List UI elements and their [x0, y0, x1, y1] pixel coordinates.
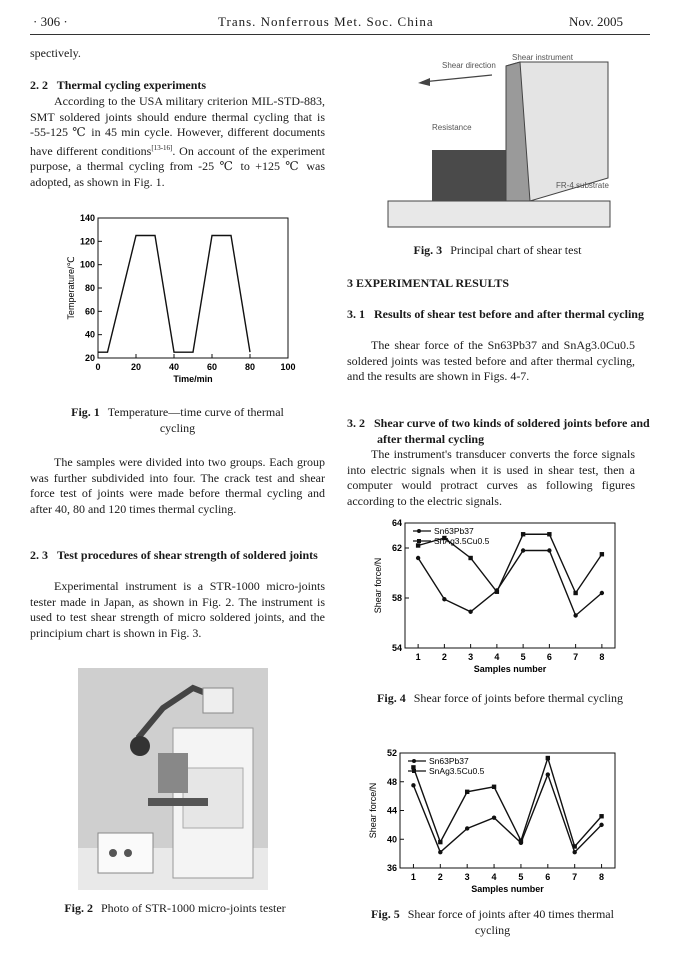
- data-point: [521, 532, 525, 536]
- fig3-caption: Fig. 3 Principal chart of shear test: [413, 243, 582, 257]
- y-tick-label: 80: [84, 283, 95, 293]
- y-tick-label: 20: [84, 353, 95, 363]
- x-tick-label: 80: [244, 362, 256, 372]
- label-substrate: FR-4 substrate: [556, 181, 609, 190]
- data-point: [468, 556, 472, 560]
- issue-date: Nov. 2005: [569, 14, 624, 29]
- x-tick-label: 1: [415, 652, 421, 662]
- data-point: [573, 591, 577, 595]
- y-tick-label: 100: [79, 259, 95, 270]
- x-tick-label: 8: [599, 872, 605, 882]
- y-tick-label: 52: [386, 748, 397, 758]
- paragraph-results: The shear force of the Sn63Pb37 and SnAg3.0Cu0.5 soldered joints was tested before and after thermal cycling, and the results are shown in Figs. 4-7.: [347, 338, 635, 383]
- data-point: [465, 790, 469, 794]
- fig1-chart: [60, 210, 320, 400]
- y-axis-label: Temperature/℃: [66, 256, 76, 320]
- data-point: [546, 756, 550, 760]
- paragraph-curves: The instrument's transducer converts the force signals into electric signals when it is used in shear test, then a computer would protract curves as following figures according to the electric signals.: [347, 447, 635, 508]
- x-tick-label: 60: [206, 362, 218, 372]
- journal-title: Trans. Nonferrous Met. Soc. China: [218, 14, 434, 29]
- data-point: [546, 772, 550, 776]
- x-tick-label: 2: [441, 652, 447, 662]
- data-point: [438, 850, 442, 854]
- y-tick-label: 62: [391, 543, 402, 553]
- substrate: [388, 201, 610, 227]
- y-tick-label: 64: [391, 518, 402, 528]
- data-point: [600, 552, 604, 556]
- x-tick-label: 7: [572, 872, 578, 882]
- fig5-chart: [365, 745, 625, 900]
- data-point: [547, 532, 551, 536]
- data-point: [547, 548, 551, 552]
- x-tick-label: 40: [168, 362, 180, 372]
- section-3-1-heading: 3. 1 Results of shear test before and after thermal cycling: [347, 307, 644, 321]
- legend-label: Sn63Pb37: [429, 756, 469, 766]
- legend-label: SnAg3.5Cu0.5: [434, 536, 490, 546]
- data-point: [465, 826, 469, 830]
- fig1-caption: Fig. 1 Temperature—time curve of thermal cycling: [71, 405, 284, 435]
- data-point: [599, 814, 603, 818]
- plot-frame: [98, 218, 288, 358]
- data-point: [442, 597, 446, 601]
- label-shear-direction: Shear direction: [442, 61, 496, 70]
- x-tick-label: 6: [546, 652, 552, 662]
- data-point: [492, 785, 496, 789]
- fig2-caption: Fig. 2 Photo of STR-1000 micro-joints tester: [64, 901, 286, 915]
- x-tick-label: 4: [494, 652, 500, 662]
- label-resistance: Resistance: [432, 123, 472, 132]
- x-tick-label: 0: [95, 362, 101, 372]
- y-tick-label: 44: [386, 805, 397, 816]
- fig3-schematic: [380, 48, 640, 233]
- x-tick-label: 6: [545, 872, 551, 882]
- data-point: [572, 844, 576, 848]
- section-2-3-heading: 2. 3 Test procedures of shear strength of soldered joints: [30, 548, 318, 562]
- x-tick-label: 3: [468, 652, 474, 662]
- data-point: [416, 556, 420, 560]
- x-tick-label: 2: [437, 872, 443, 882]
- data-point: [416, 543, 420, 547]
- data-point: [492, 815, 496, 819]
- y-axis-label: Shear force/N: [373, 557, 383, 614]
- legend-marker: [412, 769, 416, 773]
- paragraph-instrument: Experimental instrument is a STR-1000 micro-joints tester made in Japan, as shown in Fig. 2. The instrument is used to test shear strength of micro soldered joints, and the principium chart is shown in Fig. 3.: [30, 579, 325, 640]
- legend-marker: [412, 759, 416, 763]
- section-title: Thermal cycling experiments: [56, 78, 207, 92]
- x-axis-label: Time/min: [173, 374, 213, 384]
- y-tick-label: 40: [84, 329, 95, 340]
- y-tick-label: 36: [386, 863, 397, 873]
- legend-marker: [417, 529, 421, 533]
- series-line: [418, 551, 602, 616]
- fig2-photo: [78, 668, 268, 890]
- section-2-2-heading: [30, 78, 325, 94]
- legend-marker: [417, 539, 421, 543]
- data-point: [411, 783, 415, 787]
- fig5-caption: Fig. 5 Shear force of joints after 40 times thermal cycling: [371, 907, 614, 937]
- arrow-left-icon: [418, 78, 430, 86]
- x-tick-label: 1: [410, 872, 416, 882]
- legend-label: Sn63Pb37: [434, 526, 474, 536]
- x-tick-label: 4: [491, 872, 497, 882]
- y-axis-label: Shear force/N: [368, 782, 378, 839]
- x-tick-label: 5: [518, 872, 524, 882]
- page-number: · 306 ·: [33, 14, 68, 29]
- data-point: [438, 840, 442, 844]
- paragraph-thermal-cycling: According to the USA military criterion MIL-STD-883, SMT soldered joints should endure thermal cycling that is -55-125 ℃ in 45 min cycle. However, different documents have different conditions[13-16]. On account of the experiment purpose, a thermal cycling from -25 ℃ to +125 ℃ was adopted, as shown in Fig. 1.: [30, 94, 325, 189]
- y-tick-label: 48: [386, 776, 397, 787]
- y-tick-label: 40: [386, 834, 397, 845]
- resistance: [432, 150, 514, 201]
- x-axis-label: Samples number: [473, 664, 547, 674]
- section-3-2-heading: 3. 2 Shear curve of two kinds of soldered joints before and after thermal cycling: [347, 416, 650, 446]
- x-tick-label: 3: [464, 872, 470, 882]
- series-line: [98, 236, 250, 353]
- data-point: [519, 838, 523, 842]
- data-point: [521, 548, 525, 552]
- data-point: [600, 591, 604, 595]
- data-point: [572, 850, 576, 854]
- x-tick-label: 20: [130, 362, 142, 372]
- x-tick-label: 8: [599, 652, 605, 662]
- paragraph-continued: spectively.: [30, 46, 81, 60]
- y-tick-label: 140: [79, 213, 95, 223]
- x-axis-label: Samples number: [471, 884, 544, 894]
- data-point: [495, 590, 499, 594]
- x-tick-label: 5: [520, 652, 526, 662]
- data-point: [599, 823, 603, 827]
- x-tick-label: 7: [573, 652, 579, 662]
- y-tick-label: 54: [391, 643, 402, 653]
- label-shear-instrument: Shear instrument: [512, 53, 573, 62]
- y-tick-label: 120: [79, 236, 95, 247]
- header-rule: [30, 34, 650, 35]
- y-tick-label: 60: [84, 306, 95, 317]
- data-point: [468, 610, 472, 614]
- section-3-heading: 3 EXPERIMENTAL RESULTS: [347, 276, 510, 290]
- y-tick-label: 58: [391, 593, 402, 603]
- section-number: 2. 2: [30, 78, 48, 92]
- fig4-caption: Fig. 4 Shear force of joints before thermal cycling: [377, 691, 623, 705]
- data-point: [411, 765, 415, 769]
- fig4-chart: [370, 515, 630, 680]
- tester-illustration: [78, 668, 268, 890]
- data-point: [573, 613, 577, 617]
- paragraph-samples: The samples were divided into two groups. Each group was further subdivided into four. The crack test and shear force test of joints were made before thermal cycling and after 40, 80 and 120 times thermal cycling.: [30, 455, 325, 516]
- citation: [13-16]: [151, 143, 173, 152]
- x-tick-label: 100: [280, 362, 296, 372]
- legend-label: SnAg3.5Cu0.5: [429, 766, 485, 776]
